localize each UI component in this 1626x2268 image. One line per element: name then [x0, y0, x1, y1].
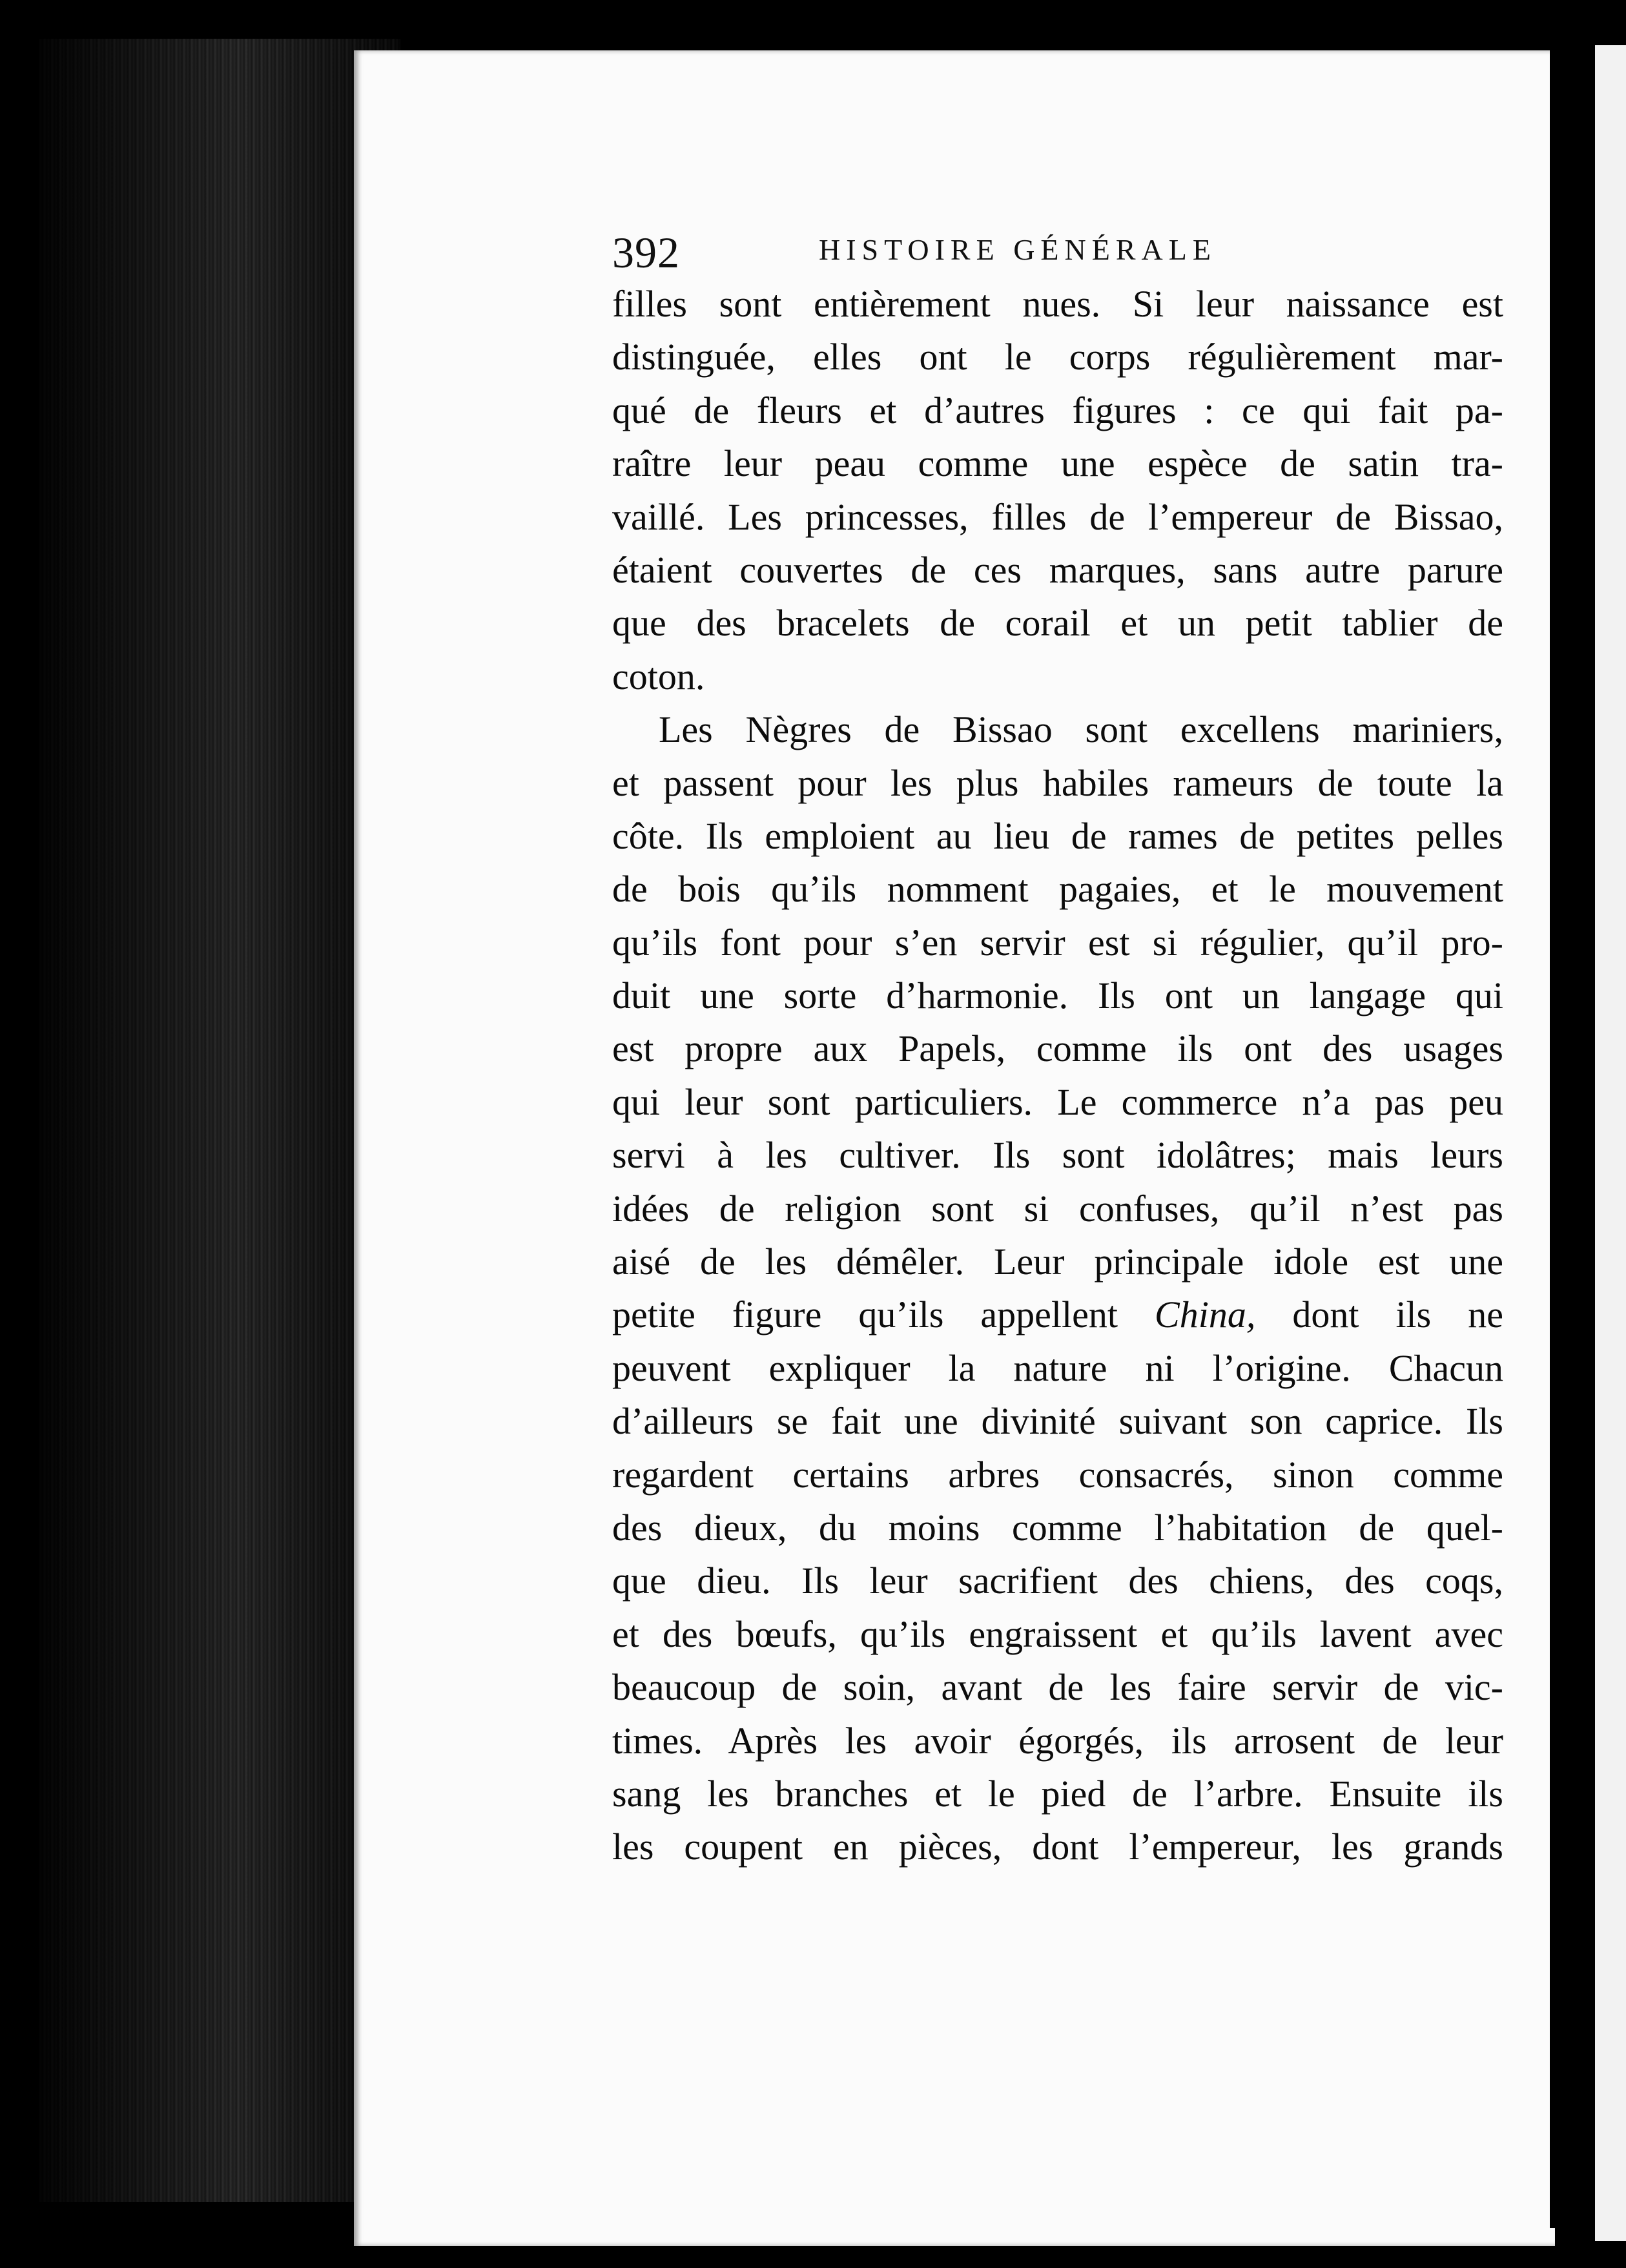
text-line: servi à les cultiver. Ils sont idolâtres; mais leurs: [612, 1134, 1503, 1177]
text-line: distinguée, elles ont le corps régulièrement mar-: [612, 336, 1503, 378]
gutter-shadow: [1550, 45, 1561, 2228]
text-line: Les Nègres de Bissao sont excellens mariniers,: [659, 708, 1503, 751]
page-number: 392: [612, 228, 680, 277]
text-line: côte. Ils emploient au lieu de rames de petites pelles: [612, 814, 1503, 857]
running-header: [612, 227, 1503, 279]
text-line: de bois qu’ils nomment pagaies, et le mouvement: [612, 868, 1503, 911]
text-line: peuvent expliquer la nature ni l’origine. Chacun: [612, 1346, 1503, 1389]
text-line: est propre aux Papels, comme ils ont des usages: [612, 1027, 1503, 1070]
book-page-edges: [39, 39, 400, 2202]
text-line: beaucoup de soin, avant de les faire servir de vic-: [612, 1666, 1503, 1709]
text-line: idées de religion sont si confuses, qu’il n’est pas: [612, 1187, 1503, 1230]
text-line: qué de fleurs et d’autres figures : ce qui fait pa-: [612, 389, 1503, 431]
text-line-mixed: [612, 1288, 1503, 1341]
text-line: times. Après les avoir égorgés, ils arrosent de leur: [612, 1719, 1503, 1762]
text-line: aisé de les démêler. Leur principale idole est une: [612, 1241, 1503, 1283]
text-line: coton.: [612, 655, 705, 697]
italic-word: China,: [1155, 1294, 1256, 1336]
text-line: que dieu. Ils leur sacrifient des chiens, des coqs,: [612, 1560, 1503, 1602]
text-line: que des bracelets de corail et un petit tablier de: [612, 602, 1503, 644]
text-line: regardent certains arbres consacrés, sinon comme: [612, 1453, 1503, 1496]
text-line: qui leur sont particuliers. Le commerce n’a pas peu: [612, 1080, 1503, 1123]
facing-page-edge: [1595, 45, 1626, 2241]
text-line: duit une sorte d’harmonie. Ils ont un langage qui: [612, 974, 1503, 1017]
text-segment: dont ils ne: [1292, 1294, 1503, 1336]
text-line: les coupent en pièces, dont l’empereur, les grands: [612, 1826, 1503, 1868]
text-line: vaillé. Les princesses, filles de l’empereur de Bissao,: [612, 495, 1503, 538]
text-line: sang les branches et le pied de l’arbre. Ensuite ils: [612, 1772, 1503, 1815]
text-line: et des bœufs, qu’ils engraissent et qu’ils lavent avec: [612, 1613, 1503, 1655]
text-line: raître leur peau comme une espèce de satin tra-: [612, 442, 1503, 485]
text-line: filles sont entièrement nues. Si leur naissance est: [612, 283, 1503, 325]
text-segment: petite figure qu’ils appellent: [612, 1294, 1118, 1336]
text-line: étaient couvertes de ces marques, sans autre parure: [612, 548, 1503, 591]
body-text: [612, 278, 1503, 1874]
text-line: d’ailleurs se fait une divinité suivant son caprice. Ils: [612, 1400, 1503, 1443]
text-line: des dieux, du moins comme l’habitation de quel-: [612, 1506, 1503, 1549]
text-line: qu’ils font pour s’en servir est si régulier, qu’il pro-: [612, 921, 1503, 964]
text-line: et passent pour les plus habiles rameurs de toute la: [612, 761, 1503, 804]
running-title: HISTOIRE GÉNÉRALE: [819, 233, 1217, 266]
